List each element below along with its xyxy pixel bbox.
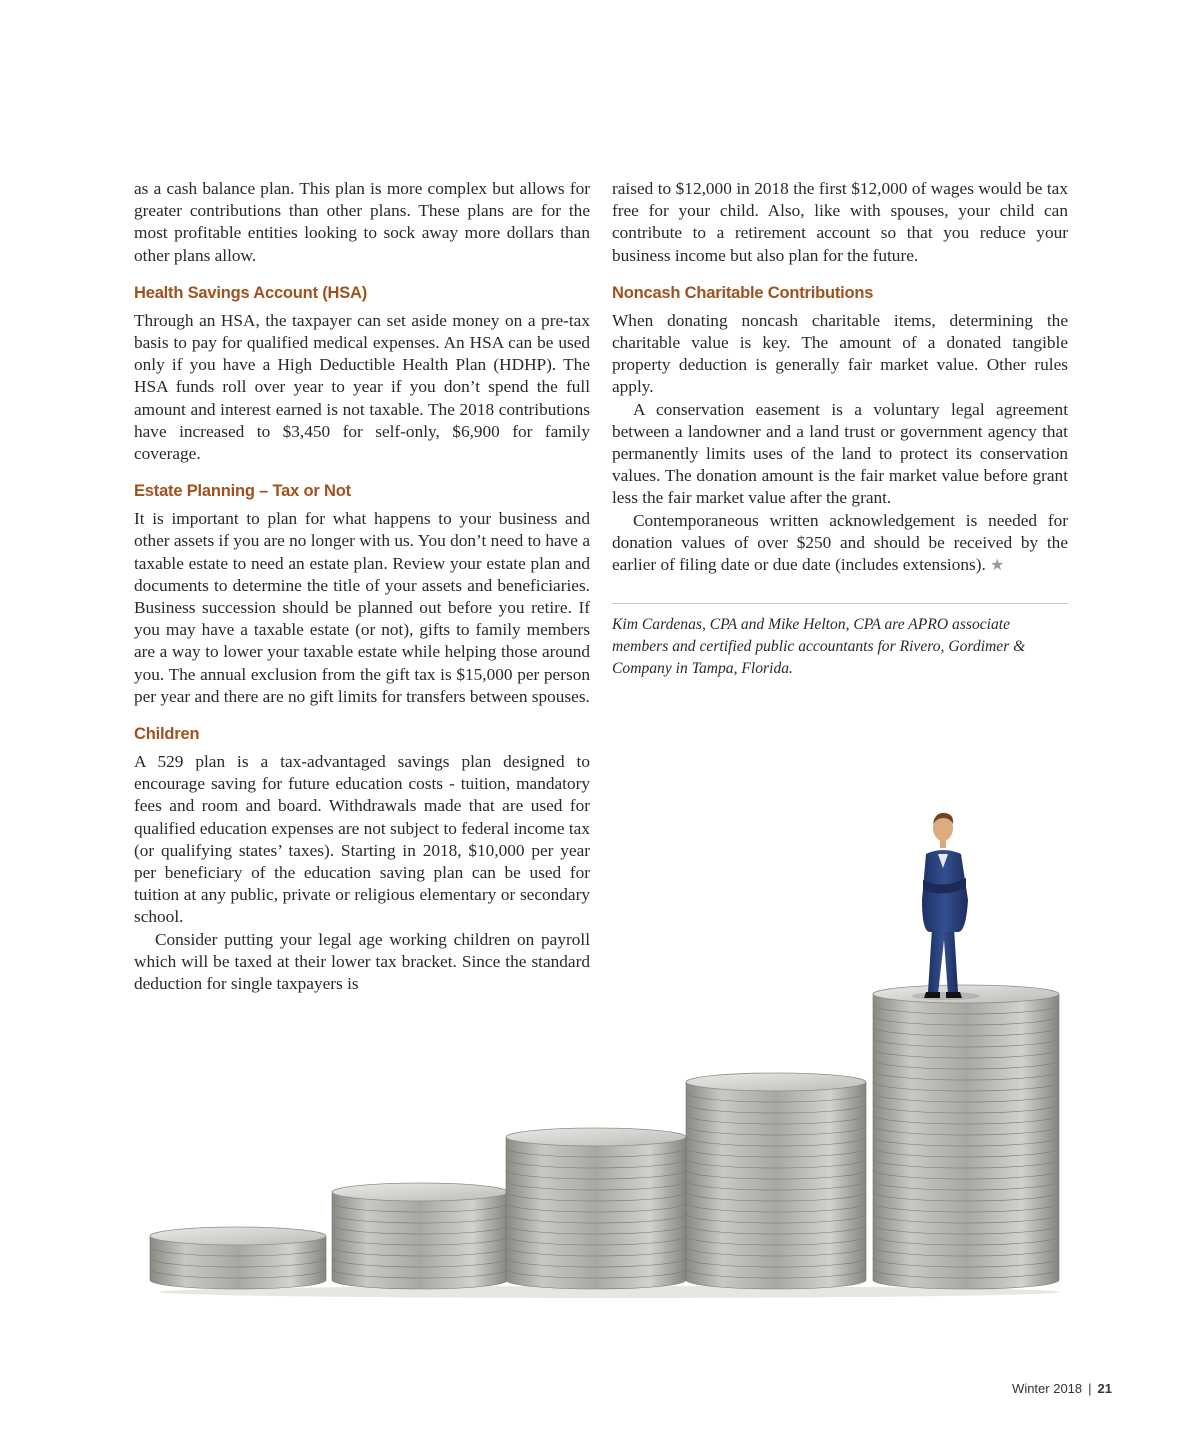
right-column <box>612 178 1068 680</box>
businessman-figure <box>912 813 980 1000</box>
coin-top <box>332 1183 508 1201</box>
issue-label: Winter 2018 <box>1012 1381 1083 1396</box>
coin-stacks <box>150 985 1060 1298</box>
coin-stacks-illustration <box>140 800 1080 1320</box>
children-paragraph-1: A 529 plan is a tax-advantaged savings plan designed to encourage saving for future education costs - tuition, mandatory fees and room and board. Withdrawals made that are used for qualified education expenses are not subject to federal income tax (or qualifying states’ taxes). Starting in 2018, $10,000 per year per beneficiary of the education saving plan can be used for tuition at any public, private or religious elementary or secondary school. <box>134 752 590 927</box>
hsa-heading: Health Savings Account (HSA) <box>134 283 368 302</box>
noncash-heading: Noncash Charitable Contributions <box>612 283 874 302</box>
author-bio: Kim Cardenas, CPA and Mike Helton, CPA are APRO associate members and certified public accountants for Rivero, Gordimer & Company in Tampa, Florida. <box>612 616 1026 678</box>
divider <box>612 603 1068 604</box>
estate-heading: Estate Planning – Tax or Not <box>134 482 351 501</box>
intro-paragraph: as a cash balance plan. This plan is more complex but allows for greater contributions than other plans. These plans are for the most profitable entities looking to sock away more dollars than other plans allow. <box>134 179 590 265</box>
page-footer <box>1012 1381 1112 1396</box>
noncash-paragraph-1: When donating noncash charitable items, determining the charitable value is key. The amount of a donated tangible property deduction is generally fair market value. Other rules apply. <box>612 310 1068 397</box>
continued-paragraph: raised to $12,000 in 2018 the first $12,000 of wages would be tax free for your child. Also, like with spouses, your child can contribute to a retirement account so that you reduce your business income but also plan for the future. <box>612 179 1068 265</box>
footer-separator: | <box>1088 1381 1092 1396</box>
children-heading: Children <box>134 725 200 744</box>
hsa-paragraph: Through an HSA, the taxpayer can set aside money on a pre-tax basis to pay for qualified medical expenses. An HSA can be used only if you have a High Deductible Health Plan (HDHP). The HSA funds roll over year to year if you don’t spend the full amount and interest earned is not taxable. The 2018 contributions have increased to $3,450 for self-only, $6,900 for family coverage. <box>134 310 590 464</box>
coin-top <box>150 1227 326 1245</box>
estate-paragraph: It is important to plan for what happens to your business and other assets if you are no longer with us. You don’t need to have a taxable estate to need an estate plan. Review your estate plan and documents to determine the title of your assets and beneficiaries. Business succession should be planned out before you retire. If you may have a taxable estate (or not), gifts to family members are a way to lower your taxable estate while helping those around you. The annual exclusion from the gift tax is $15,000 per person per year and there are no gift limits for transfers between spouses. <box>134 509 590 706</box>
noncash-paragraph-2: A conservation easement is a voluntary legal agreement between a landowner and a land trust or government agency that permanently limits uses of the land to protect its conservation values. The donation amount is the fair market value before grant less the fair market value after the grant. <box>612 399 1068 508</box>
star-icon: ★ <box>990 557 1005 575</box>
children-paragraph-2: Consider putting your legal age working children on payroll which will be taxed at their lower tax bracket. Since the standard deduction for single taxpayers is <box>134 929 590 994</box>
noncash-paragraph-3 <box>612 510 1068 578</box>
coin-top <box>686 1073 866 1091</box>
noncash-paragraph-3-text: Contemporaneous written acknowledgement is needed for donation values of over $250 and should be received by the earlier of filing date or due date (includes extensions). <box>612 510 1068 575</box>
page-number: 21 <box>1097 1381 1112 1396</box>
coin-top <box>506 1128 686 1146</box>
